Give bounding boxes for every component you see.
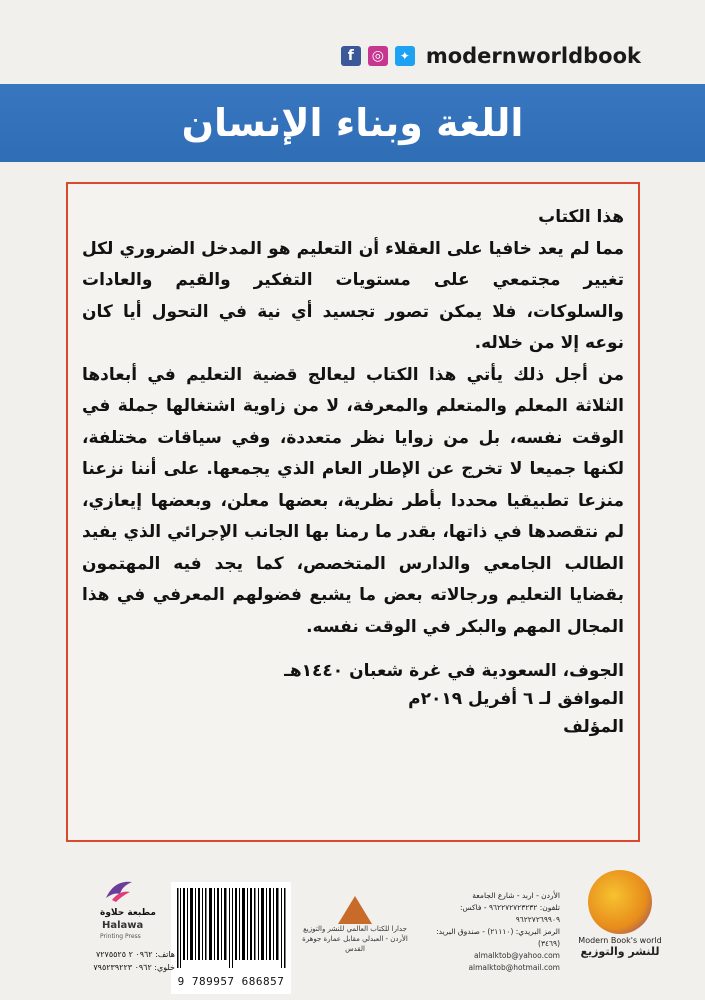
- distributor-address: الأردن - العبدلي مقابل عمارة جوهرة القدس: [302, 935, 408, 953]
- publisher-name-en: Modern Book's world: [578, 936, 662, 945]
- printer-contact: [70, 948, 175, 974]
- distributor-logo: [295, 896, 415, 954]
- publisher-contact: [430, 890, 560, 974]
- contact-line: تلفون: ٩٦٢٢٧٢٧٢٣٢٣٢ - فاكس: ٩٦٢٢٧٢٦٩٩٠٩: [459, 903, 560, 924]
- email-link[interactable]: almalktob@yahoo.com: [473, 951, 560, 960]
- social-handle: modernworldbook: [425, 44, 641, 68]
- isbn-barcode: [171, 882, 291, 994]
- printer-phone: هاتف: ٠٩٦٢ ٢ ٧٢٧٥٥٢٥: [95, 950, 175, 959]
- bird-icon: [104, 878, 134, 904]
- description-heading: هذا الكتاب: [538, 207, 624, 227]
- signature-line-3: المؤلف: [563, 717, 624, 737]
- contact-line: الأردن - اربد - شارع الجامعة: [472, 891, 560, 900]
- isbn-number: 9 789957 686857: [177, 975, 285, 988]
- printer-name-en: Halawa: [102, 920, 144, 931]
- printer-name-sub: Printing Press: [100, 933, 141, 940]
- printer-name-ar: مطبعة حلاوة: [100, 908, 156, 918]
- barcode-bars: [175, 888, 287, 968]
- instagram-icon[interactable]: ◎: [368, 46, 388, 66]
- printer-mobile: خلوي: ٠٩٦٢ ٧٩٥٢٣٩٢٢٣: [93, 963, 175, 972]
- signature-block: [82, 657, 624, 741]
- footer: [0, 860, 705, 1000]
- distributor-name: جدارا للكتاب العالمي للنشر والتوزيع: [303, 925, 407, 933]
- contact-line: الرمز البريدي: (٢١١١٠) - صندوق البريد: (٣٤٦٩): [436, 927, 560, 948]
- paragraph-2: من أجل ذلك يأتي هذا الكتاب ليعالج قضية التعليم في أبعادها الثلاثة المعلم والمتعلم والمعرفة، لا من زاوية اشتغالها جملة في الوقت نفسه، بل من زوايا نظر متعددة، وفي سياقات مختلفة، لكنها جميعا لا تخرج عن الإطار العام الذي يجمعها. على أننا نزعنا منزعا تطبيقيا محددا بأطر نظرية، بعضها معلن، وبعضها إيعازي، لم نتقصدها في ذاتها، بقدر ما رمنا بها الجانب الإجرائي الذي يفيد الطالب الجامعي والدارس المتخصص، كما يجد فيه المهتمون بقضايا التعليم ورجالاته بعض ما يشبع فضولهم المعرفي في هذا المجال المهم والبكر في الوقت نفسه.: [82, 364, 624, 637]
- book-logo-icon: [338, 896, 372, 924]
- title-band: [0, 84, 705, 162]
- facebook-icon[interactable]: f: [341, 46, 361, 66]
- paragraph-1: مما لم يعد خافيا على العقلاء أن التعليم هو المدخل الضروري لكل تغيير مجتمعي على مستويات التفكير والقيم والعادات والسلوكات، فلا يمكن تصور تجسيد أي نية في التحول أيا كان نوعه إلا من خلاله.: [82, 238, 624, 353]
- publisher-logo: [570, 870, 670, 958]
- description-box: [66, 182, 640, 842]
- description-text: [82, 202, 624, 741]
- signature-line-1: الجوف، السعودية في غرة شعبان ١٤٤٠هـ: [284, 661, 624, 681]
- signature-line-2: الموافق لـ ٦ أفريل ٢٠١٩م: [408, 689, 624, 709]
- book-title: اللغة وبناء الإنسان: [181, 101, 524, 145]
- twitter-icon[interactable]: ✦: [395, 46, 415, 66]
- social-bar: [341, 44, 641, 68]
- publisher-name-ar: للنشر والتوزيع: [580, 945, 660, 958]
- email-link[interactable]: almalktob@hotmail.com: [468, 963, 560, 972]
- globe-icon: [588, 870, 652, 934]
